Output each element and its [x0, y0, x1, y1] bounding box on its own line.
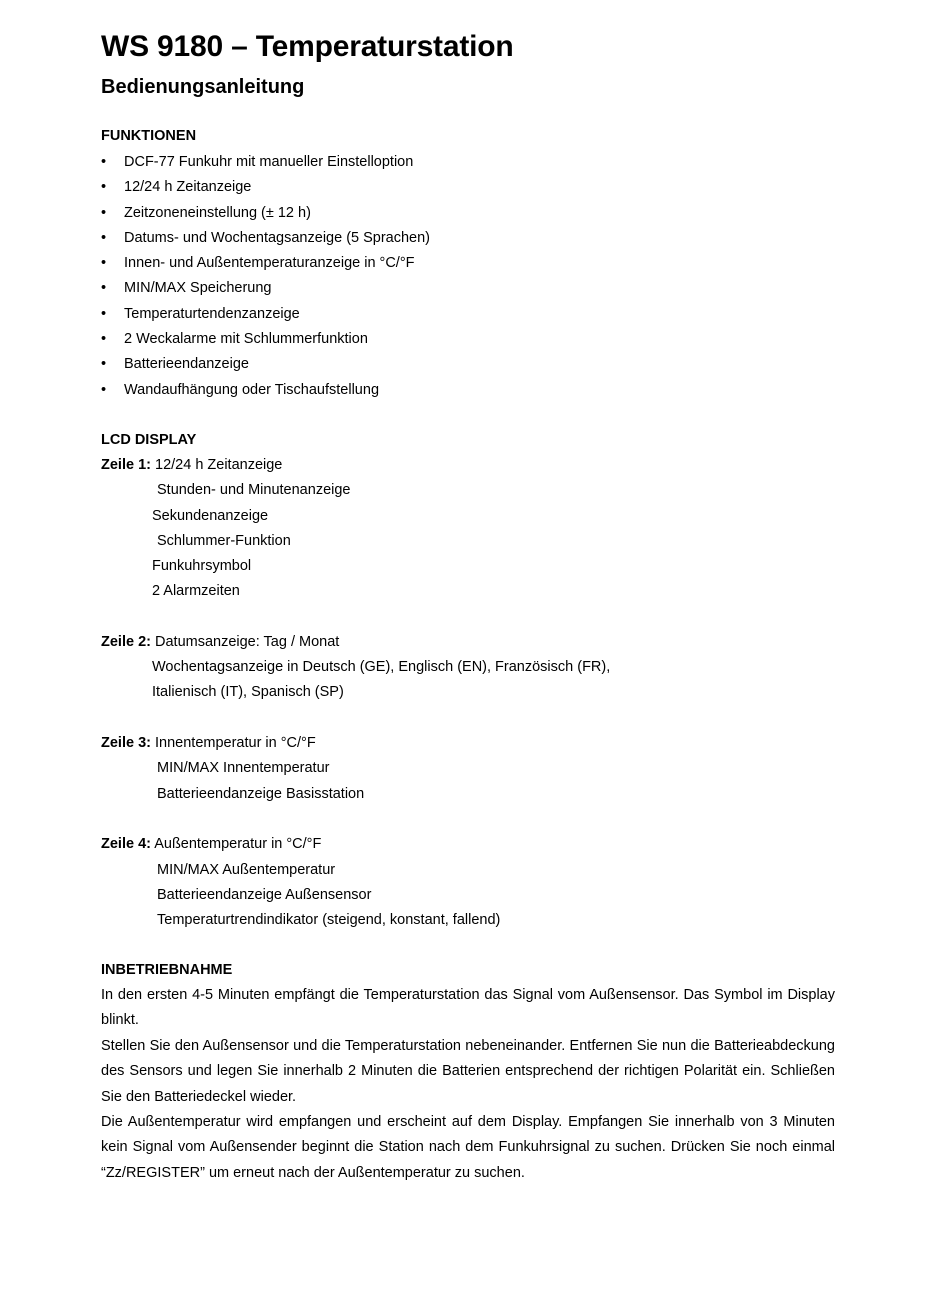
funktionen-heading: FUNKTIONEN — [101, 128, 197, 144]
document-title: WS 9180 – Temperaturstation — [101, 30, 514, 63]
zeile2-item: Italienisch (IT), Spanisch (SP) — [152, 684, 344, 700]
bullet-icon: • — [101, 280, 107, 297]
list-item: • Zeitzoneneinstellung (± 12 h) — [101, 201, 430, 226]
zeile4-item: Temperaturtrendindikator (steigend, konstant, fallend) — [157, 912, 501, 928]
bullet-icon: • — [101, 331, 107, 348]
list-item: • Datums- und Wochentagsanzeige (5 Sprachen) — [101, 226, 430, 251]
zeile4-first: Außentemperatur in °C/°F — [154, 836, 322, 852]
zeile1-item: Funkuhrsymbol — [152, 558, 252, 574]
zeile4-line — [101, 836, 321, 852]
bullet-icon: • — [101, 204, 107, 221]
funktionen-list — [101, 150, 430, 403]
list-item: • MIN/MAX Speicherung — [101, 276, 430, 301]
bullet-icon: • — [101, 356, 107, 373]
paragraph: Stellen Sie den Außensensor und die Temperaturstation nebeneinander. Entfernen Sie nun die Batterieabdeckung des Sensors und legen Sie innerhalb 2 Minuten die Batterien entsprechend der richtigen Polarität ein. Schließen Sie den Batteriedeckel wieder. — [101, 1038, 835, 1105]
lcd-heading: LCD DISPLAY — [101, 432, 197, 448]
zeile4-item: MIN/MAX Außentemperatur — [157, 862, 336, 878]
document-subtitle: Bedienungsanleitung — [101, 76, 305, 98]
list-item: • Temperaturtendenzanzeige — [101, 302, 430, 327]
bullet-icon: • — [101, 255, 107, 272]
zeile1-first: 12/24 h Zeitanzeige — [155, 457, 283, 473]
zeile2-item: Wochentagsanzeige in Deutsch (GE), Englisch (EN), Französisch (FR), — [152, 659, 611, 675]
zeile3-first: Innentemperatur in °C/°F — [155, 735, 316, 751]
zeile1-item: Sekundenanzeige — [152, 508, 269, 524]
list-item: • 12/24 h Zeitanzeige — [101, 175, 430, 200]
bullet-icon: • — [101, 229, 107, 246]
paragraph: In den ersten 4-5 Minuten empfängt die Temperaturstation das Signal vom Außensensor. Das Symbol im Display blinkt. — [101, 987, 835, 1029]
zeile2-label: Zeile 2: — [101, 634, 151, 650]
list-item: • DCF-77 Funkuhr mit manueller Einstelloption — [101, 150, 430, 175]
zeile4-label: Zeile 4: — [101, 836, 151, 852]
list-item: • 2 Weckalarme mit Schlummerfunktion — [101, 327, 430, 352]
zeile3-item: MIN/MAX Innentemperatur — [157, 760, 330, 776]
zeile1-line — [101, 457, 282, 473]
bullet-icon: • — [101, 305, 107, 322]
zeile2-first: Datumsanzeige: Tag / Monat — [155, 634, 340, 650]
zeile3-label: Zeile 3: — [101, 735, 151, 751]
zeile1-item: 2 Alarmzeiten — [152, 583, 240, 599]
bullet-icon: • — [101, 381, 107, 398]
zeile1-item: Schlummer-Funktion — [157, 533, 291, 549]
zeile1-item: Stunden- und Minutenanzeige — [157, 482, 351, 498]
list-item: • Batterieendanzeige — [101, 352, 430, 377]
zeile1-label: Zeile 1: — [101, 457, 151, 473]
zeile3-line — [101, 735, 316, 751]
paragraph: Die Außentemperatur wird empfangen und erscheint auf dem Display. Empfangen Sie innerhalb von 3 Minuten kein Signal vom Außensender beginnt die Station nach dem Funkuhrsignal zu suchen. Drücken Sie noch einmal “Zz/REGISTER” um erneut nach der Außentemperatur zu suchen. — [101, 1114, 835, 1181]
inbetriebnahme-heading: INBETRIEBNAHME — [101, 962, 233, 978]
zeile3-item: Batterieendanzeige Basisstation — [157, 786, 365, 802]
zeile2-line — [101, 634, 339, 650]
list-item: • Wandaufhängung oder Tischaufstellung — [101, 378, 430, 403]
list-item: • Innen- und Außentemperaturanzeige in °C/°F — [101, 251, 430, 276]
zeile4-item: Batterieendanzeige Außensensor — [157, 887, 372, 903]
bullet-icon: • — [101, 154, 107, 170]
bullet-icon: • — [101, 179, 107, 196]
